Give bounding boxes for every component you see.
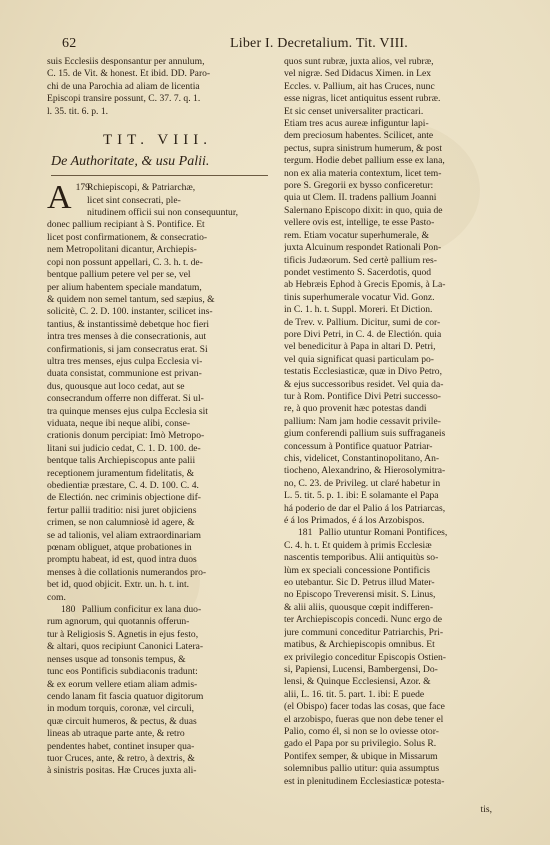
text-line: solicitè, C. 2. D. 100. instanter, scilicet ins- bbox=[47, 306, 213, 318]
text-line: gado el Papa por su privilegio. Solus R. bbox=[284, 738, 437, 750]
text-line: tificis Judæorum. Sed certè pallium res- bbox=[284, 254, 437, 266]
text-line: L. 5. tit. 5. p. 1. ibi: E solamante el Papa bbox=[284, 490, 439, 502]
text-line: lensi, & Quinque Ecclesiensi, Azor. & bbox=[284, 676, 431, 688]
text-line: de Trev. v. Pallium. Dicitur, sumi de cor- bbox=[284, 316, 441, 328]
text-line: tergum. Hodie debet pallium esse ex lana, bbox=[284, 155, 445, 167]
text-line: pœnam obliguet, atque probationes in bbox=[47, 542, 192, 554]
text-line: pallium: Nam jam hodie cessavit privile- bbox=[284, 415, 441, 427]
text-line: nenses usque ad tonsonis tempus, & bbox=[47, 653, 186, 665]
text-line: quos sunt rubræ, juxta alios, vel rubræ, bbox=[284, 56, 434, 67]
text-line: de Electión. nec criminis objectione dif- bbox=[47, 492, 201, 504]
text-line: cendo lanam fit fascia quatuor digitorum bbox=[47, 690, 204, 702]
text-line: est in plenitudinem Ecclesiasticæ potesta- bbox=[284, 775, 445, 787]
text-line: tunc eos Pontificis subdiaconis tradunt: bbox=[47, 666, 198, 678]
text-line: no Episcopo Treverensi misit. S. Linus, bbox=[284, 589, 436, 601]
text-line: bentque pallium petere vel per se, vel bbox=[47, 269, 191, 281]
text-line: é á los Primados, é á los Arzobispos. bbox=[284, 515, 425, 527]
paragraph-number: 179 bbox=[75, 181, 90, 193]
text-line: viduata, neque ibi neque alibi, conse- bbox=[47, 417, 191, 429]
text-line: dus, quousque aut loco cedat, aut se bbox=[47, 380, 185, 392]
text-line: ex privilegio conceditur Episcopis Ostien- bbox=[284, 651, 446, 663]
text-line: & ejus successoribus residet. Vel quia da- bbox=[284, 378, 444, 390]
text-line: rum agnorum, qui quotannis offerun- bbox=[47, 616, 190, 628]
text-line: Palio, como él, si non se lo oviesse otor- bbox=[284, 725, 439, 737]
text-line: Episcopi transire possunt, C. 37. 7. q. 1. bbox=[47, 93, 201, 105]
text-line: in modum torquis, coronæ, vel circuli, bbox=[47, 703, 195, 715]
text-line: eo utebantur. Sic D. Petrus illud Mater- bbox=[284, 577, 435, 589]
paragraph-number: 181 bbox=[298, 527, 313, 539]
text-line: litani sui judicio cedat, C. 1. D. 100. de- bbox=[47, 442, 201, 454]
text-line: esse nigras, licet antiquitus essent rubræ. bbox=[284, 93, 441, 105]
text-line: intra tres menses à die consecrationis, aut bbox=[47, 331, 207, 343]
text-line: donec pallium recipiant à S. Pontifice. Et bbox=[47, 219, 205, 231]
text-line: Rchiepiscopi, & Patriarchæ, bbox=[87, 182, 196, 194]
text-line: pondet vestimento S. Sacerdotis, quod bbox=[284, 266, 432, 278]
text-line: re, à quo provenit hæc potestas dandi bbox=[284, 403, 427, 415]
text-line: per alium habentem speciale mandatum, bbox=[47, 281, 202, 293]
text-line: si, Papiensi, Lucensi, Bambergensi, Do- bbox=[284, 663, 438, 675]
text-line: duata consistat, communione est privan- bbox=[47, 368, 202, 380]
text-line: pore Divi Petri, in C. 4. de Electión. quia bbox=[284, 328, 442, 340]
text-line: quæ circuit humeros, & pectus, & duas bbox=[47, 715, 197, 727]
text-line: tiocheno, Alexandrino, & Hierosolymitra- bbox=[284, 465, 446, 477]
text-line: Pontifex semper, & ubique in Missarum bbox=[284, 750, 438, 762]
text-line: no, C. 23. de Privileg. ut claré habetur in bbox=[284, 477, 441, 489]
text-line: com. bbox=[47, 591, 66, 603]
text-line: menses à die collationis numerandos pro- bbox=[47, 566, 207, 578]
text-line: Salernano Episcopo dixit: in quo, quia de bbox=[284, 204, 443, 216]
text-line: nitudinem officii sui non consequuntur, bbox=[87, 207, 239, 219]
page-header bbox=[62, 36, 510, 56]
text-line: rem. Etiam vocatur superhumerale, & bbox=[284, 229, 429, 241]
text-line: tantius, & instantissimè debetque hoc fieri bbox=[47, 318, 209, 330]
text-line: pendentes habet, continet insuper qua- bbox=[47, 740, 195, 752]
text-line: C. 15. de Vit. & honest. Et ibid. DD. Paro- bbox=[47, 68, 211, 80]
text-line: ultra tres menses, ejus culpa Ecclesia vi- bbox=[47, 355, 203, 367]
text-line: bentque talis Archiepiscopus ante palii bbox=[47, 455, 196, 467]
text-line: promptu habeat, id est, quod intra duos bbox=[47, 554, 197, 566]
drop-cap: A bbox=[47, 178, 72, 216]
text-line: C. 4. h. t. Et quidem à primis Ecclesiæ bbox=[284, 539, 432, 551]
text-line: tinis superhumerale vocatur Vid. Gonz. bbox=[284, 291, 435, 303]
text-line: confirmationis, si jam consecratus erat. Si bbox=[47, 343, 208, 355]
text-line: receptionem juramentum fidelitatis, & bbox=[47, 467, 195, 479]
page-number: 62 bbox=[62, 36, 77, 51]
text-line: testatis Ecclesiasticæ, quæ in Divo Petro, bbox=[284, 366, 443, 378]
catchword: tis, bbox=[480, 804, 492, 815]
text-line: tuor Cruces, ante, & retro, à dextris, & bbox=[47, 752, 195, 764]
right-column bbox=[284, 56, 506, 788]
text-line: ab Hebræis Ephod à Grecis Epomis, à La- bbox=[284, 279, 446, 291]
text-line: crimen, se non calumniosè id agere, & bbox=[47, 517, 195, 529]
text-line: à sinistris positas. Hæ Cruces juxta ali- bbox=[47, 765, 197, 777]
text-line: nascentis temporibus. Alii antiquitùs so- bbox=[284, 552, 439, 564]
text-line: quia ut Clem. II. tradens pallium Joanni bbox=[284, 192, 437, 204]
text-line: vellere ovis est, intellige, te esse Pasto- bbox=[284, 217, 435, 229]
text-line: chi de una Parochia ad aliam de licentia bbox=[47, 80, 200, 92]
text-line: concessum à Pontifice quatuor Patriar- bbox=[284, 440, 433, 452]
text-line: gium conferendi pallium suis suffraganeis bbox=[284, 428, 446, 440]
text-line: crationis donum percipiat: Imò Metropo- bbox=[47, 430, 205, 442]
paragraph-179 bbox=[47, 178, 268, 604]
text-line: chis, videlicet, Constantinopolitano, An- bbox=[284, 453, 440, 464]
text-line: (el Obispo) facer todas las cosas, que face bbox=[284, 701, 445, 713]
text-line: Etiam tres acus aureæ infiguntur lapi- bbox=[284, 118, 429, 130]
paragraph-first-line: Pallium conficitur ex lana duo- bbox=[81, 604, 202, 616]
text-line: nem Metropolitani dicantur, Archiepis- bbox=[47, 244, 197, 256]
text-line: & ex eorum vellere etiam aliam admis- bbox=[47, 678, 198, 690]
text-line: obedientiæ præstare, C. 4. D. 100. C. 4. bbox=[47, 480, 199, 491]
text-line: dem preciosum habentes. Scilicet, ante bbox=[284, 130, 434, 142]
text-line: l. 35. tit. 6. p. 1. bbox=[47, 105, 109, 117]
text-line: lùm ex speciali concessione Pontificis bbox=[284, 564, 431, 576]
paragraph-181 bbox=[284, 527, 506, 788]
text-line: se ad talionis, vel aliam extraordinariam bbox=[47, 529, 201, 541]
text-line: consecrandum offerre non differat. Si ul- bbox=[47, 393, 204, 405]
text-line: & alii aliis, quousque cœpit indifferen- bbox=[284, 601, 434, 613]
text-line: matibus, & Archiepiscopis omnibus. Et bbox=[284, 639, 435, 651]
text-line: pectus, supra sinistrum humerum, & post bbox=[284, 142, 443, 154]
text-line: Et sic censet universaliter practicari. bbox=[284, 105, 424, 117]
text-line: & quidem non semel tantum, sed sæpius, & bbox=[47, 293, 215, 305]
text-line: ter Archiepiscopis concedi. Nunc ergo de bbox=[284, 614, 443, 626]
text-line: non ex alia materia contextum, licet tem- bbox=[284, 167, 442, 179]
running-title: Liber I. Decretalium. Tit. VIII. bbox=[230, 36, 408, 51]
text-line: licet sint consecrati, ple- bbox=[87, 194, 181, 206]
text-line: suis Ecclesiis desponsantur per annulum, bbox=[47, 56, 205, 67]
paragraph-number: 180 bbox=[61, 604, 76, 616]
text-line: juxta Alcuinum respondet Rationali Pon- bbox=[284, 242, 442, 254]
text-line: alii, L. 16. tit. 5. part. 1. ibi: E puede bbox=[284, 688, 425, 700]
paragraph-first-line: Pallio utuntur Romani Pontifices, bbox=[318, 527, 448, 539]
text-line: vel quia significat quasi particulam po- bbox=[284, 353, 434, 365]
text-line: in C. 1. h. t. Suppl. Moreri. Et Diction. bbox=[284, 304, 433, 316]
left-column bbox=[47, 56, 268, 778]
text-line: el arzobispo, fueras que non debe tener el bbox=[284, 713, 444, 725]
text-line: tur à Religiosis S. Agnetis in ejus festo, bbox=[47, 628, 199, 640]
text-line: Eccles. v. Pallium, ait has Cruces, nunc bbox=[284, 80, 435, 92]
section-subtitle: De Authoritate, & usu Palii. bbox=[51, 156, 268, 175]
text-line: bet id, quod objicit. Extr. un. h. t. int. bbox=[47, 579, 190, 591]
text-line: pore S. Gregorii ex bysso conficeretur: bbox=[284, 180, 434, 192]
text-line: jure communi conceditur Patriarchis, Pri- bbox=[284, 626, 444, 638]
text-line: vel benedicitur à Papa in altari D. Petri, bbox=[284, 341, 436, 353]
text-line: solemnibus pallio utitur: quia assumptus bbox=[284, 763, 440, 775]
section-title: TIT. VIII. bbox=[102, 132, 212, 149]
text-line: fertur pallii traditio: nisi juret objiciens bbox=[47, 504, 197, 516]
text-line: tra quinque menses ejus culpa Ecclesia sit bbox=[47, 405, 208, 417]
text-line: tur à Rom. Pontifice Divi Petri successo- bbox=[284, 390, 441, 402]
text-line: copi non possunt appellari, C. 3. h. t. de- bbox=[47, 256, 203, 268]
text-line: lineas ab utraque parte ante, & retro bbox=[47, 728, 185, 740]
text-line: & altari, quos recipiunt Canonici Latera- bbox=[47, 641, 204, 653]
text-line: licet post confirmationem, & consecratio- bbox=[47, 231, 208, 243]
intro-text bbox=[47, 56, 268, 118]
text-line: há poderio de dar el Palio á los Patriarcas, bbox=[284, 502, 446, 514]
text-line: vel nigræ. Sed Didacus Ximen. in Lex bbox=[284, 68, 432, 80]
paragraph-180 bbox=[47, 604, 268, 778]
